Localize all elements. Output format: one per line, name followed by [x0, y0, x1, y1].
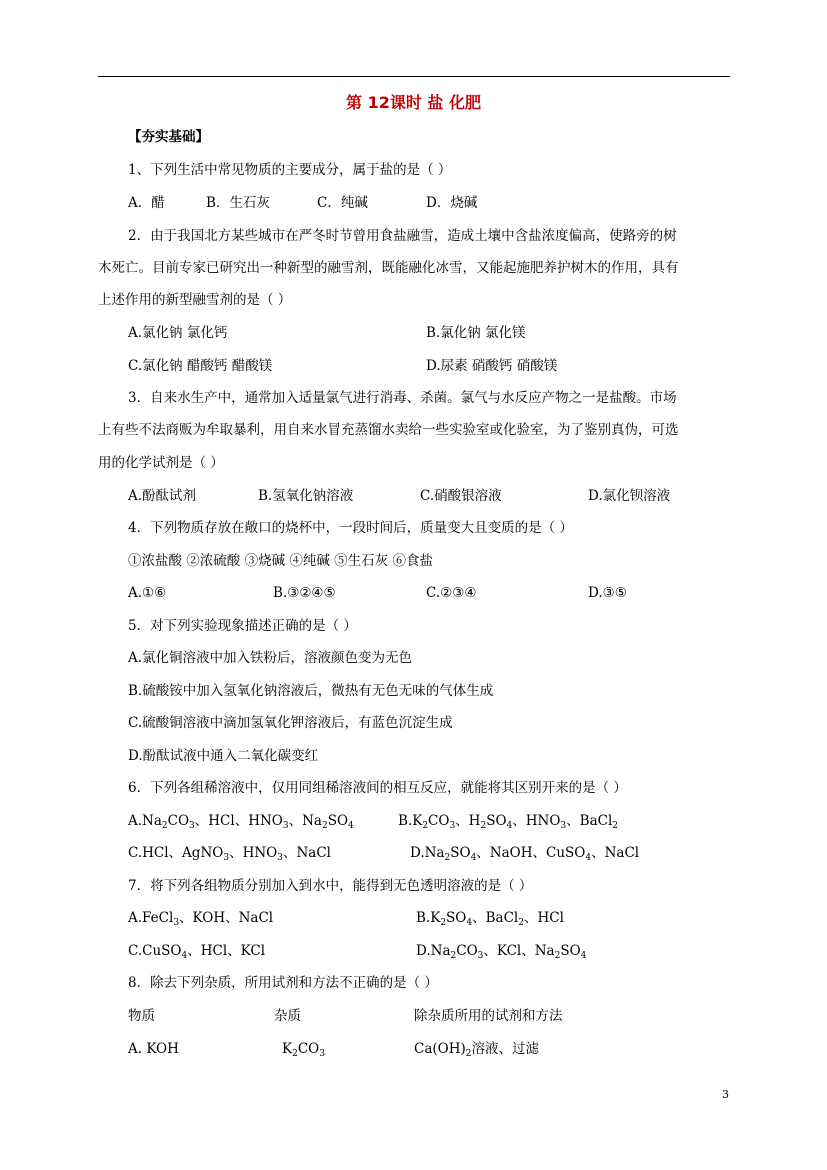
q1-option-d: D．烧碱 [426, 195, 478, 211]
q6-option-d: $D.Na_2SO_4$、NaOH、CuSO$_4$、NaCl [410, 845, 640, 863]
q7-option-b: $B.K_2SO_4$、BaCl$_2$、HCl [416, 910, 564, 928]
q6-option-a: $A.Na_2CO_3$、HCl、$HNO_3$、$Na_2SO_4$ [128, 813, 354, 831]
q8-row-a-method: $Ca(OH)_2$溶液、过滤 [414, 1041, 539, 1059]
q1-option-c: C．纯碱 [317, 195, 368, 211]
q3-option-a: A.酚酞试剂 [128, 488, 197, 504]
q4-option-d: D.③⑤ [588, 585, 627, 601]
q1-stem: 1、下列生活中常见物质的主要成分，属于盐的是（ ） [128, 162, 452, 178]
q4-option-c: C.②③④ [426, 585, 477, 601]
q5-option-a: A.氯化铜溶液中加入铁粉后，溶液颜色变为无色 [128, 650, 413, 666]
q4-option-a: A.①⑥ [128, 585, 167, 601]
q3-option-d: D.氯化钡溶液 [588, 488, 671, 504]
q5-option-c: C.硫酸铜溶液中滴加氢氧化钾溶液后，有蓝色沉淀生成 [128, 715, 453, 731]
q8-stem: 8．除去下列杂质，所用试剂和方法不正确的是（ ） [128, 975, 438, 991]
q3-stem-line2: 上有些不法商贩为牟取暴利，用自来水冒充蒸馏水卖给一些实验室或化验室，为了鉴别真伪，可选 [98, 422, 679, 438]
page-title: 第 12课时 盐 化肥 [346, 93, 481, 112]
q2-stem-line3: 上述作用的新型融雪剂的是（ ） [98, 292, 292, 308]
q5-stem: 5．对下列实验现象描述正确的是（ ） [128, 618, 357, 634]
q8-header-method: 除杂质所用的试剂和方法 [414, 1008, 563, 1024]
q7-option-a: A.FeCl$_3$、KOH、NaCl [128, 910, 274, 928]
q2-option-d: D.尿素 硝酸钙 硝酸镁 [426, 358, 558, 374]
q3-stem-line3: 用的化学试剂是（ ） [98, 455, 224, 471]
q1-option-a: A．醋 [128, 195, 165, 211]
q4-stem: 4．下列物质存放在敞口的烧杯中，一段时间后，质量变大且变质的是（ ） [128, 520, 573, 536]
q4-option-b: B.③②④⑤ [273, 585, 336, 601]
q2-stem-line1: 2．由于我国北方某些城市在严冬时节曾用食盐融雪，造成土壤中含盐浓度偏高，使路旁的树 [128, 228, 677, 244]
q2-option-a: A.氯化钠 氯化钙 [128, 325, 228, 341]
q6-stem: 6．下列各组稀溶液中，仅用同组稀溶液间的相互反应，就能将其区别开来的是（ ） [128, 780, 627, 796]
q7-option-d: $D.Na_2CO_3$、KCl、$Na_2SO_4$ [416, 943, 587, 961]
q8-header-substance: 物质 [128, 1008, 155, 1024]
q3-option-b: B.氢氧化钠溶液 [258, 488, 354, 504]
q1-option-b: B．生石灰 [206, 195, 270, 211]
q6-option-b: $B.K_2CO_3$、$H_2SO_4$、$HNO_3$、BaCl$_2$ [398, 813, 619, 831]
q7-option-c: C.CuSO$_4$、HCl、KCl [128, 943, 266, 961]
q6-option-c: C.HCl、AgNO$_3$、$HNO_3$、NaCl [128, 845, 331, 863]
q2-option-c: C.氯化钠 醋酸钙 醋酸镁 [128, 358, 273, 374]
q7-stem: 7．将下列各组物质分别加入到水中，能得到无色透明溶液的是（ ） [128, 878, 533, 894]
header-rule [98, 76, 730, 77]
q4-items: ①浓盐酸 ②浓硫酸 ③烧碱 ④纯碱 ⑤生石灰 ⑥食盐 [128, 553, 433, 569]
q8-header-impurity: 杂质 [274, 1008, 301, 1024]
page-number: 3 [722, 1088, 729, 1101]
q3-option-c: C.硝酸银溶液 [420, 488, 502, 504]
q2-stem-line2: 木死亡。目前专家已研究出一种新型的融雪剂，既能融化冰雪，又能起施肥养护树木的作用，具有 [98, 260, 679, 276]
q5-option-d: D.酚酞试液中通入二氧化碳变红 [128, 748, 319, 764]
q2-option-b: B.氯化钠 氯化镁 [426, 325, 526, 341]
section-heading: 【夯实基础】 [128, 129, 209, 145]
q3-stem-line1: 3．自来水生产中，通常加入适量氯气进行消毒、杀菌。氯气与水反应产物之一是盐酸。市场 [128, 390, 677, 406]
q5-option-b: B.硫酸铵中加入氢氧化钠溶液后，微热有无色无味的气体生成 [128, 683, 494, 699]
q8-row-a-impurity: $K_2CO_3$ [282, 1041, 325, 1059]
q8-row-a-substance: A. KOH [128, 1041, 179, 1057]
